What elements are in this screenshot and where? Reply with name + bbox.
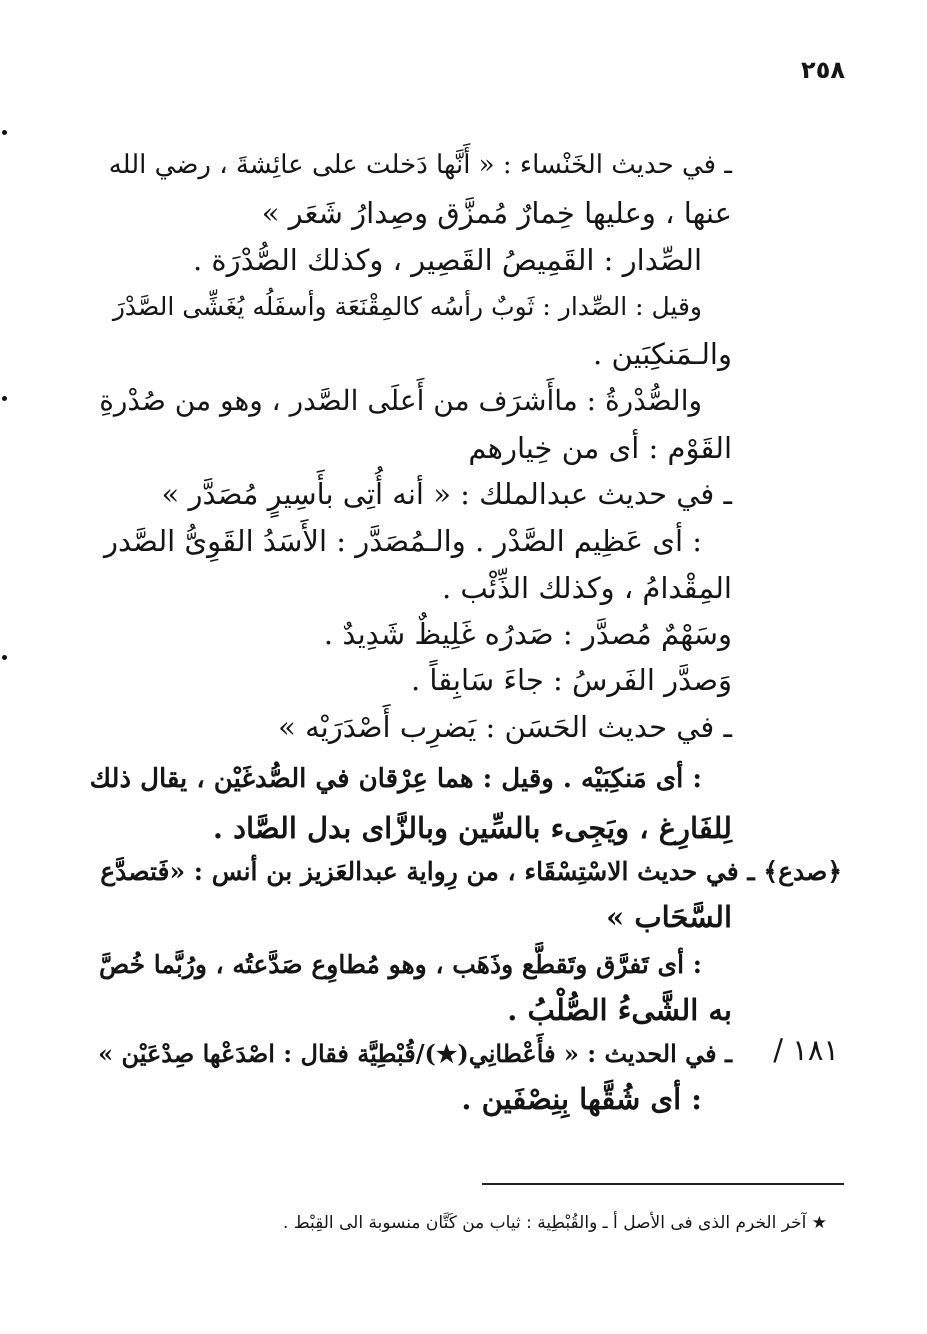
text-line: وقيل : الصِّدار : ثَوبٌ رأسُه كالمِقْنَعَة وأسفَلُه يُغَشِّى الصَّدْرَ — [112, 292, 702, 321]
text-line: : أى تَفرَّق وتَقطَّع وذَهَب ، وهو مُطاوِع صَدَّعتُه ، ورُبَّما خُصَّ — [99, 950, 702, 979]
footnote: ★ آخر الخرم الذى فى الأصل أ ـ والقُبْطِية : ثياب من كَتَّان منسوبة الى القِبْط . — [283, 1213, 827, 1233]
text-line: ـ في حديث الخَنْساء : « أَنَّها دَخلت على عائِشةَ ، رضي الله — [108, 150, 732, 180]
text-line: القَوْم : أى من خِيارهم — [468, 431, 732, 465]
text-line: ـ في الحديث : « فأَعْطانِي(★)/قُبْطِيَّة فقال : اصْدَعْها صِدْعَيْن » — [98, 1039, 732, 1068]
text-line: وَصدَّر الفَرسُ : جاءَ سَابِقاً . — [410, 663, 732, 697]
text-line: وسَهْمٌ مُصدَّر : صَدرُه غَلِيظٌ شَدِيدٌ . — [323, 617, 732, 651]
text-line: ـ في حديث عبدالملك : « أنه أُتِى بأَسِيرٍ مُصَدَّر » — [161, 477, 732, 511]
text-line: الصِّدار : القَمِيصُ القَصِير ، وكذلك الصُّدْرَة . — [192, 243, 702, 277]
text-line: المِقْدامُ ، وكذلك الذِّئْب . — [442, 571, 732, 605]
margin-reference: ١٨١ / — [773, 1033, 839, 1067]
margin-dot — [2, 396, 7, 401]
text-line: والـمَنكِبَين . — [593, 337, 732, 371]
text-line: : أى شُقَّها بِنِصْفَين . — [461, 1082, 702, 1116]
text-line: : أى عَظِيم الصَّدْر . والـمُصَدَّر : الأَسَدُ القَوِىُّ الصَّدر — [103, 524, 702, 558]
text-line: ﴿صدع﴾ ـ في حديث الاسْتِسْقَاء ، من رِواية عبدالعَزيز بن أنس : «فَتصدَّع — [100, 857, 842, 886]
margin-dot — [2, 130, 7, 135]
text-line: به الشَّىءُ الصُّلْبُ . — [507, 993, 732, 1027]
footnote-rule — [482, 1183, 844, 1185]
text-line: : أى مَنكِبَيْه . وقيل : هما عِرْقان في الصُّدغَيْن ، يقال ذلك — [89, 764, 702, 794]
text-line: والصُّدْرةُ : ماأَشرَف من أَعلَى الصَّدر ، وهو من صُدْرةِ — [99, 384, 702, 417]
text-line: السَّحَاب » — [606, 900, 732, 934]
page-number: ٢٥٨ — [801, 56, 845, 84]
text-line: ـ في حديث الحَسَن : يَضرِب أَصْدَرَيْه » — [278, 710, 732, 744]
margin-dot — [2, 655, 7, 660]
text-line: عنها ، وعليها خِمارٌ مُمزَّق وصِدارُ شَعَر » — [261, 196, 732, 230]
text-line: لِلفَارِغ ، ويَجِىء بالسِّين وبالزَّاى بدل الصَّاد . — [212, 811, 732, 845]
